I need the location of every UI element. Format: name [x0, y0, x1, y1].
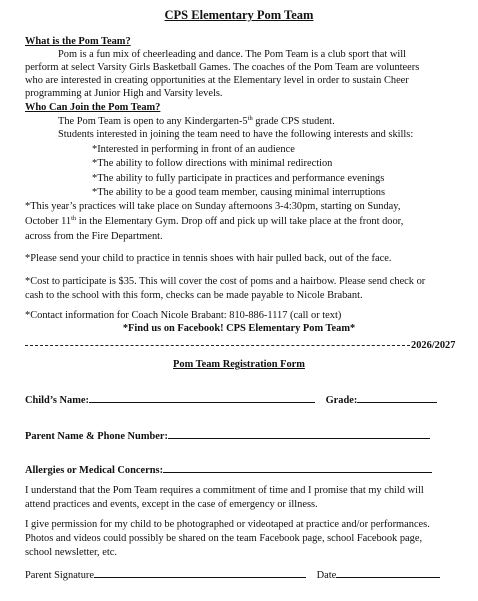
shoes-note: *Please send your child to practice in tennis shoes with hair pulled back, out of the face. — [25, 253, 392, 264]
permission-line-3: school newsletter, etc. — [25, 547, 117, 558]
commitment-line-1: I understand that the Pom Team requires a commitment of time and I promise that my child will — [25, 485, 424, 496]
parent-row — [25, 428, 430, 443]
skill-item: *The ability to follow directions with minimal redirection — [92, 158, 333, 169]
parent-field[interactable] — [168, 428, 430, 439]
skill-item: *Interested in performing in front of an audience — [92, 144, 295, 155]
what-line-1: Pom is a fun mix of cheerleading and dance. The Pom Team is a club sport that will — [58, 49, 407, 60]
who-open-line — [58, 115, 335, 128]
practice-date-sup: th — [71, 215, 77, 222]
what-line-4: programming at Junior High and Varsity levels. — [25, 88, 223, 99]
allergies-field[interactable] — [163, 462, 432, 473]
practice-date-pre: October 11 — [25, 216, 72, 227]
signature-label: Parent Signature — [25, 570, 94, 581]
contact-info: *Contact information for Coach Nicole Brabant: 810-886-1117 (call or text) — [25, 310, 342, 321]
page-title: CPS Elementary Pom Team — [164, 8, 314, 22]
skill-item: *The ability to fully participate in practices and performance evenings — [92, 173, 385, 184]
practice-line-3: across from the Fire Department. — [25, 231, 163, 242]
permission-line-2: Photos and videos could possibly be shared on the team Facebook page, school Facebook page, — [25, 533, 423, 544]
practice-line-1: *This year’s practices will take place on Sunday afternoons 3-4:30pm, starting on Sunday, — [25, 201, 401, 212]
who-heading: Who Can Join the Pom Team? — [25, 102, 161, 113]
what-line-2: perform at select Varsity Girls Basketball Games. The coaches of the Pom Team are volunteers — [25, 62, 420, 73]
practice-line-2 — [25, 215, 403, 228]
date-label: Date — [316, 570, 337, 581]
child-name-field[interactable] — [89, 392, 315, 403]
who-open-sup: th — [247, 115, 253, 122]
allergies-label: Allergies or Medical Concerns: — [25, 465, 164, 476]
practice-date-post: in the Elementary Gym. Drop off and pick up will take place at the front door, — [76, 216, 404, 227]
parent-label: Parent Name & Phone Number: — [25, 431, 168, 442]
child-name-row — [25, 392, 437, 407]
what-line-3: who are interested in creating opportunities at the Elementary level in order to sustain Cheer — [25, 75, 409, 86]
school-year: 2026/2027 — [411, 340, 456, 351]
child-name-label: Child’s Name: — [25, 395, 89, 406]
allergies-row — [25, 462, 432, 477]
commitment-line-2: attend practices and events, except in the case of emergency or illness. — [25, 499, 318, 510]
cost-line-2: cash to the school with this form, checks can be made payable to Nicole Brabant. — [25, 290, 363, 301]
cost-line-1: *Cost to participate is $35. This will cover the cost of poms and a hairbow. Please send check or — [25, 276, 426, 287]
skill-item: *The ability to be a good team member, causing minimal interruptions — [92, 187, 386, 198]
who-interests-intro: Students interested in joining the team need to have the following interests and skills: — [58, 129, 414, 140]
date-field[interactable] — [336, 567, 440, 578]
permission-line-1: I give permission for my child to be photographed or videotaped at practice and/or performances. — [25, 519, 430, 530]
what-heading: What is the Pom Team? — [25, 36, 131, 47]
cut-line-divider — [25, 345, 410, 346]
signature-field[interactable] — [94, 567, 306, 578]
signature-row — [25, 567, 440, 582]
who-open-pre: The Pom Team is open to any Kindergarten-5 — [58, 116, 248, 127]
form-title: Pom Team Registration Form — [173, 359, 305, 370]
grade-field[interactable] — [357, 392, 437, 403]
facebook-note: *Find us on Facebook! CPS Elementary Pom Team* — [122, 323, 356, 334]
who-open-post: grade CPS student. — [252, 116, 335, 127]
grade-label: Grade: — [325, 395, 358, 406]
